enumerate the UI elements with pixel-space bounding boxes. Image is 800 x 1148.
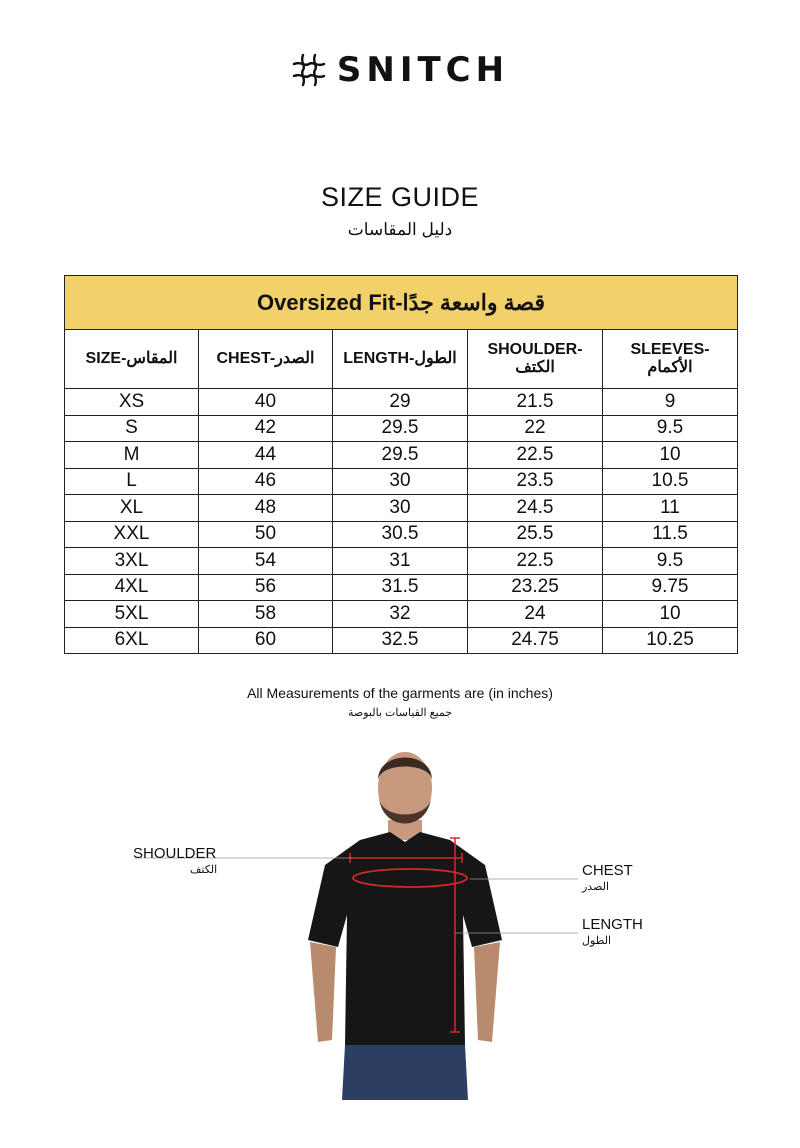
table-cell: S (65, 415, 199, 442)
table-cell: 10 (603, 442, 738, 469)
table-cell: XL (65, 495, 199, 522)
table-cell: 31.5 (333, 574, 468, 601)
table-cell: 48 (199, 495, 333, 522)
table-cell: 11.5 (603, 521, 738, 548)
column-header-ar: الكتف (515, 359, 555, 376)
table-cell: 24.5 (468, 495, 603, 522)
table-cell: 9 (603, 389, 738, 416)
table-cell: 58 (199, 601, 333, 628)
table-cell: 10.25 (603, 627, 738, 654)
column-header-ar: المقاس (126, 350, 178, 367)
table-cell: 21.5 (468, 389, 603, 416)
table-cell: 22.5 (468, 442, 603, 469)
table-cell: 32 (333, 601, 468, 628)
column-header-ar: الصدر (275, 350, 315, 367)
chest-label-arabic: الصدر (582, 881, 610, 893)
table-cell: 30 (333, 468, 468, 495)
table-cell: 6XL (65, 627, 199, 654)
table-cell: 24 (468, 601, 603, 628)
page-title-arabic: دليل المقاسات (347, 220, 453, 239)
table-cell: 24.75 (468, 627, 603, 654)
table-cell: 9.5 (603, 415, 738, 442)
shoulder-label-arabic: الكتف (190, 864, 218, 876)
column-header-ar: الأكمام (647, 359, 693, 376)
table-cell: XXL (65, 521, 199, 548)
table-cell: XS (65, 389, 199, 416)
table-cell: 10.5 (603, 468, 738, 495)
table-cell: 44 (199, 442, 333, 469)
table-cell: 32.5 (333, 627, 468, 654)
table-cell: 3XL (65, 548, 199, 575)
measurement-note: All Measurements of the garments are (in inches) (247, 685, 553, 701)
page-title: SIZE GUIDE (320, 182, 480, 212)
fit-heading: Oversized Fit-قصة واسعة جدًا (65, 276, 738, 330)
length-label: LENGTH (582, 916, 643, 933)
brand-name: SNITCH (336, 50, 510, 90)
column-header-en: CHEST- (216, 350, 276, 367)
table-cell: 23.25 (468, 574, 603, 601)
table-cell: 30 (333, 495, 468, 522)
measurement-note-arabic: جميع القياسات بالبوصة (347, 707, 453, 719)
table-cell: 22.5 (468, 548, 603, 575)
length-label-arabic: الطول (582, 935, 612, 947)
table-cell: 10 (603, 601, 738, 628)
chest-label: CHEST (582, 862, 633, 879)
table-cell: 29 (333, 389, 468, 416)
table-cell: 4XL (65, 574, 199, 601)
table-cell: 9.75 (603, 574, 738, 601)
column-header-en: SIZE- (85, 350, 127, 367)
table-cell: 29.5 (333, 415, 468, 442)
table-cell: 40 (199, 389, 333, 416)
table-cell: 29.5 (333, 442, 468, 469)
table-cell: 22 (468, 415, 603, 442)
column-header-en: LENGTH- (343, 350, 415, 367)
table-cell: 56 (199, 574, 333, 601)
table-cell: L (65, 468, 199, 495)
column-header-ar: الطول (414, 350, 457, 367)
table-cell: M (65, 442, 199, 469)
column-header-en: SLEEVES- (630, 341, 710, 358)
table-cell: 25.5 (468, 521, 603, 548)
table-cell: 30.5 (333, 521, 468, 548)
table-cell: 9.5 (603, 548, 738, 575)
table-cell: 54 (199, 548, 333, 575)
table-cell: 23.5 (468, 468, 603, 495)
table-cell: 11 (603, 495, 738, 522)
table-cell: 50 (199, 521, 333, 548)
column-header-en: SHOULDER- (487, 341, 583, 358)
table-cell: 31 (333, 548, 468, 575)
shoulder-label: SHOULDER (133, 845, 217, 862)
table-cell: 60 (199, 627, 333, 654)
table-cell: 46 (199, 468, 333, 495)
table-cell: 5XL (65, 601, 199, 628)
table-cell: 42 (199, 415, 333, 442)
